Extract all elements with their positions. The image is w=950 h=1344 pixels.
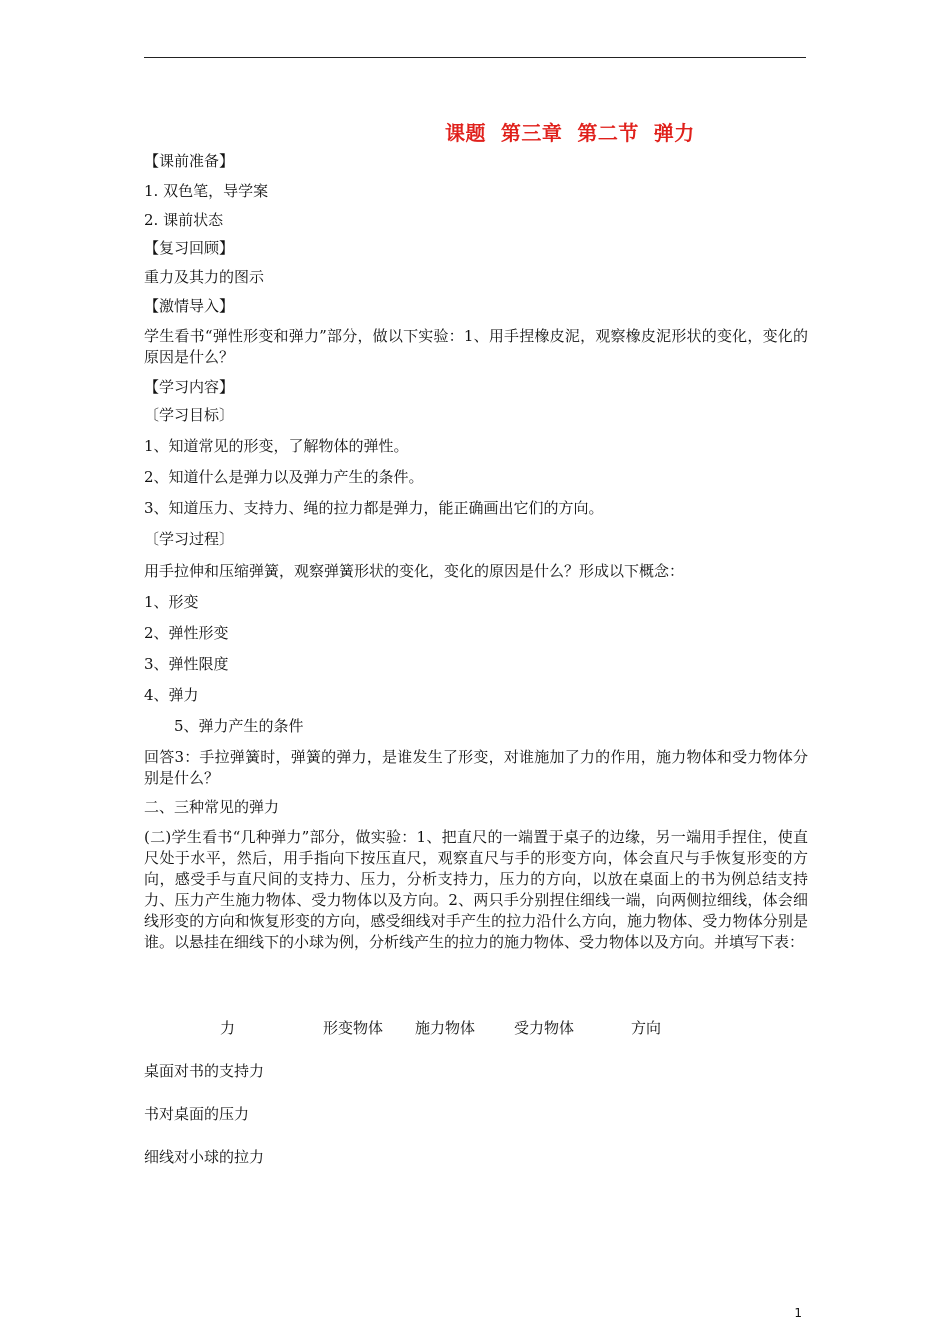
- table-row: 书对桌面的压力: [144, 1105, 250, 1123]
- table-header: 形变物体: [323, 1019, 384, 1037]
- page-title: 课题 第三章 第二节 弹力: [445, 121, 695, 145]
- table-row: 桌面对书的支持力: [144, 1062, 265, 1080]
- section-heading: 二、三种常见的弹力: [144, 798, 280, 816]
- section-heading: 【学习内容】: [144, 378, 235, 396]
- list-item: 1、形变: [144, 593, 199, 611]
- list-item: 1、知道常见的形变，了解物体的弹性。: [144, 437, 409, 455]
- list-item: 5、弹力产生的条件: [174, 717, 304, 735]
- sub-heading: 〔学习过程〕: [144, 530, 235, 548]
- section-heading: 【激情导入】: [144, 297, 235, 315]
- list-item: 2、弹性形变: [144, 624, 229, 642]
- paragraph: 回答3：手拉弹簧时，弹簧的弹力，是谁发生了形变，对谁施加了力的作用，施力物体和受力物体分别是什么？: [144, 748, 808, 787]
- list-item: 3、知道压力、支持力、绳的拉力都是弹力，能正确画出它们的方向。: [144, 499, 604, 517]
- sub-heading: 〔学习目标〕: [144, 406, 235, 424]
- section-heading: 【复习回顾】: [144, 239, 235, 257]
- page-number: 1: [794, 1306, 802, 1320]
- list-item: 1. 双色笔，导学案: [144, 182, 269, 200]
- table-header: 方向: [631, 1019, 662, 1037]
- header-rule: [144, 57, 806, 58]
- table-header: 施力物体: [415, 1019, 476, 1037]
- text-line: 重力及其力的图示: [144, 268, 265, 286]
- table-header: 力: [220, 1019, 236, 1037]
- table-row: 细线对小球的拉力: [144, 1148, 265, 1166]
- list-item: 3、弹性限度: [144, 655, 229, 673]
- paragraph: 学生看书“弹性形变和弹力”部分，做以下实验：1、用手捏橡皮泥，观察橡皮泥形状的变化，变化的原因是什么？: [144, 327, 808, 366]
- list-item: 2. 课前状态: [144, 211, 224, 229]
- section-heading: 【课前准备】: [144, 152, 235, 170]
- list-item: 4、弹力: [144, 686, 199, 704]
- paragraph: (二)学生看书“几种弹力”部分，做实验：1、把直尺的一端置于桌子的边缘，另一端用手捏住，使直尺处于水平，然后，用手指向下按压直尺，观察直尺与手的形变方向，体会直尺与手恢复形变的方向，感受手与直尺间的支持力、压力，分析支持力，压力的方向，以放在桌面上的书为例总结支持力、压力产生施力物体、受力物体以及方向。2、两只手分别捏住细线一端，向两侧拉细线，体会细线形变的方向和恢复形变的方向，感受细线对手产生的拉力沿什么方向，施力物体、受力物体分别是谁。以悬挂在细线下的小球为例，分析线产生的拉力的施力物体、受力物体以及方向。并填写下表：: [144, 828, 808, 951]
- table-header: 受力物体: [514, 1019, 575, 1037]
- list-item: 2、知道什么是弹力以及弹力产生的条件。: [144, 468, 424, 486]
- text-line: 用手拉伸和压缩弹簧，观察弹簧形状的变化，变化的原因是什么？形成以下概念：: [144, 562, 685, 580]
